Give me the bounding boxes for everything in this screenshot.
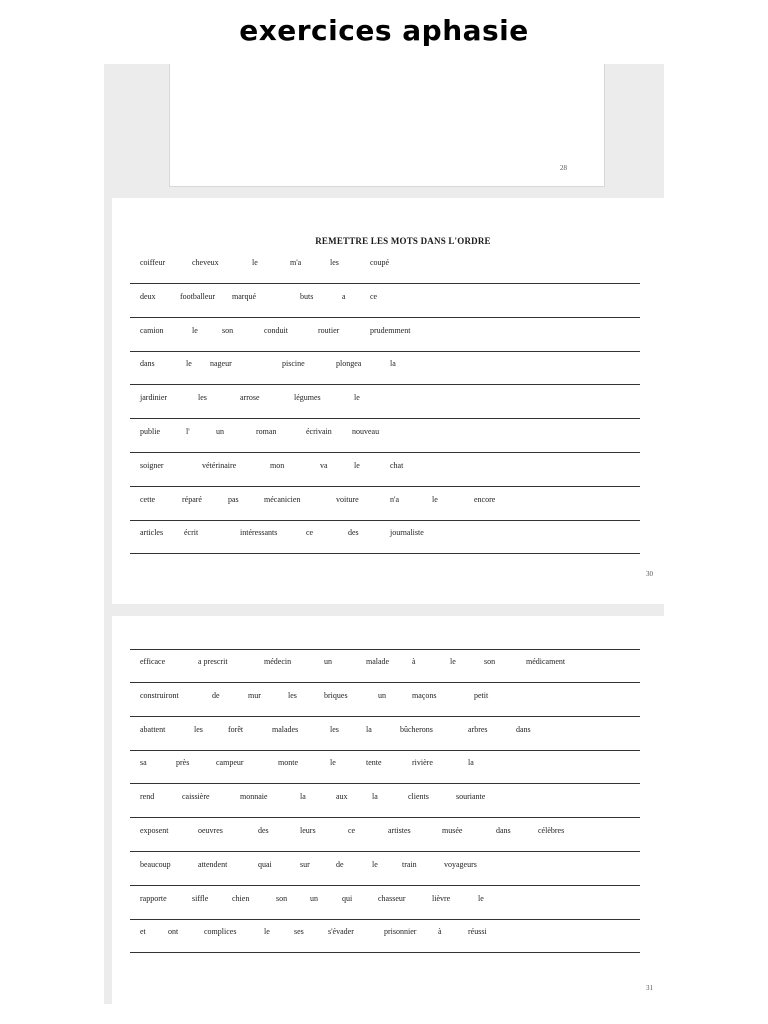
word: les	[330, 724, 339, 734]
word: la	[468, 758, 474, 768]
exercise-row	[130, 250, 640, 284]
word: quai	[258, 859, 272, 869]
word: a	[342, 291, 346, 301]
word: construiront	[140, 690, 179, 700]
word: deux	[140, 291, 156, 301]
word: le	[192, 325, 198, 335]
word: camion	[140, 325, 164, 335]
word: s'évader	[328, 927, 354, 937]
word: le	[186, 359, 192, 369]
exercise-heading: REMETTRE LES MOTS DANS L'ORDRE	[315, 236, 491, 246]
word: briques	[324, 690, 348, 700]
exercise-row	[130, 919, 640, 953]
word: ce	[348, 826, 356, 835]
word: efficace	[140, 657, 166, 666]
word: ses	[294, 927, 304, 937]
word: mon	[270, 460, 285, 470]
word: leurs	[300, 826, 316, 835]
exercise-row	[130, 318, 640, 352]
word: rivière	[412, 758, 433, 768]
exercise-row	[130, 649, 640, 683]
word: chien	[232, 893, 250, 903]
page-31	[112, 616, 664, 1004]
word: malade	[366, 657, 390, 666]
word: malades	[272, 724, 299, 734]
word: arbres	[468, 724, 488, 734]
exercise-row	[130, 852, 640, 886]
word: sa	[140, 758, 147, 768]
word: la	[366, 724, 372, 734]
exercise-row	[130, 886, 640, 920]
word: encore	[474, 494, 496, 504]
word: mur	[248, 690, 261, 700]
exercise-row	[130, 520, 640, 554]
exercise-row	[130, 351, 640, 385]
word: dans	[140, 359, 155, 369]
word: à	[438, 927, 442, 937]
word: sur	[300, 859, 310, 869]
word: de	[212, 690, 220, 700]
word: rapporte	[140, 893, 167, 903]
word: intéressants	[240, 528, 278, 538]
word: mécanicien	[264, 494, 301, 504]
word: les	[198, 393, 207, 403]
word: ce	[306, 528, 314, 538]
word: abattent	[140, 724, 166, 734]
word: son	[276, 893, 288, 903]
word: articles	[140, 528, 164, 538]
word: clients	[408, 792, 429, 802]
word: complices	[204, 927, 237, 937]
exercise-row	[130, 818, 640, 852]
word: chat	[390, 460, 404, 470]
word: exposent	[140, 826, 169, 835]
word: rend	[140, 792, 155, 802]
word: pas	[228, 494, 239, 504]
word: train	[402, 859, 417, 869]
word: et	[140, 927, 146, 937]
word: son	[484, 657, 496, 666]
word: n'a	[390, 494, 399, 504]
word: publie	[140, 427, 160, 436]
exercise-row	[130, 784, 640, 818]
word: prisonnier	[384, 927, 417, 937]
word: son	[222, 325, 234, 335]
word: m'a	[290, 258, 302, 267]
word: dans	[496, 826, 511, 835]
word: coupé	[370, 258, 390, 267]
page-number: 28	[560, 164, 567, 172]
word: célèbres	[538, 826, 565, 835]
word: dans	[516, 724, 531, 734]
word: réussi	[468, 927, 487, 937]
word: les	[194, 724, 203, 734]
word: le	[330, 758, 336, 768]
answer-line	[130, 952, 640, 953]
word: un	[378, 690, 386, 700]
word: le	[450, 657, 456, 666]
word: médicament	[526, 657, 566, 666]
word: bûcherons	[400, 724, 433, 734]
word: monnaie	[240, 792, 268, 802]
word: soigner	[140, 460, 164, 470]
word: la	[300, 792, 306, 802]
word: artistes	[388, 826, 411, 835]
word: marqué	[232, 291, 256, 301]
word: ce	[370, 291, 378, 301]
word: monte	[278, 758, 298, 768]
page-number: 30	[646, 570, 653, 578]
word: l'	[186, 427, 190, 436]
word: ont	[168, 927, 179, 937]
exercise-row	[130, 683, 640, 717]
word: des	[348, 528, 359, 538]
word: nouveau	[352, 427, 380, 436]
word: médecin	[264, 657, 292, 666]
answer-line	[130, 649, 640, 650]
exercise-row	[130, 750, 640, 784]
document-viewer[interactable]	[104, 64, 664, 1004]
word: footballeur	[180, 291, 216, 301]
word: attendent	[198, 859, 228, 869]
word: des	[258, 826, 269, 835]
word: près	[176, 758, 190, 768]
page-30	[112, 198, 664, 604]
word: siffle	[192, 893, 209, 903]
word: la	[390, 359, 396, 369]
word: piscine	[282, 359, 305, 369]
word: le	[264, 927, 270, 937]
word: beaucoup	[140, 859, 171, 869]
word: aux	[336, 792, 348, 802]
word: oeuvres	[198, 826, 223, 835]
word: écrivain	[306, 427, 332, 436]
word: forêt	[228, 724, 244, 734]
exercise-row	[130, 385, 640, 419]
word: maçons	[412, 690, 437, 700]
word: un	[324, 657, 332, 666]
exercise-row	[130, 419, 640, 453]
word: vétérinaire	[202, 460, 237, 470]
word: le	[432, 494, 438, 504]
page-number: 31	[646, 984, 653, 992]
word: le	[478, 893, 484, 903]
word: chasseur	[378, 893, 406, 903]
word: le	[252, 258, 258, 267]
word: légumes	[294, 393, 321, 403]
word: buts	[300, 291, 314, 301]
word: nageur	[210, 359, 232, 369]
word: lièvre	[432, 893, 451, 903]
word: coiffeur	[140, 258, 166, 267]
word: journaliste	[390, 528, 424, 538]
word: caissière	[182, 792, 210, 802]
word: plongea	[336, 359, 362, 369]
word: un	[310, 893, 318, 903]
word: les	[330, 258, 339, 267]
word: prudemment	[370, 325, 411, 335]
word: jardinier	[140, 393, 168, 403]
word: a prescrit	[198, 657, 228, 666]
exercise-row	[130, 284, 640, 318]
word: voyageurs	[444, 859, 477, 869]
word: musée	[442, 826, 463, 835]
exercise-row	[130, 717, 640, 751]
page-28	[170, 64, 604, 186]
word: la	[372, 792, 378, 802]
answer-line	[130, 553, 640, 554]
word: le	[372, 859, 378, 869]
exercise-row	[130, 453, 640, 487]
word: cette	[140, 494, 156, 504]
word: les	[288, 690, 297, 700]
word: roman	[256, 427, 277, 436]
word: cheveux	[192, 258, 219, 267]
word: de	[336, 859, 344, 869]
word: réparé	[182, 494, 202, 504]
word: voiture	[336, 494, 359, 504]
word: qui	[342, 893, 353, 903]
word: le	[354, 460, 360, 470]
word: un	[216, 427, 224, 436]
word: à	[412, 657, 416, 666]
exercise-row	[130, 487, 640, 521]
word: conduit	[264, 325, 288, 335]
word: souriante	[456, 792, 486, 802]
word: va	[320, 460, 328, 470]
word: le	[354, 393, 360, 403]
word: écrit	[184, 528, 199, 538]
word: campeur	[216, 758, 244, 768]
word: tente	[366, 758, 382, 768]
word: arrose	[240, 393, 260, 403]
word: routier	[318, 325, 340, 335]
document-title: exercices aphasie	[239, 14, 529, 47]
word: petit	[474, 690, 489, 700]
